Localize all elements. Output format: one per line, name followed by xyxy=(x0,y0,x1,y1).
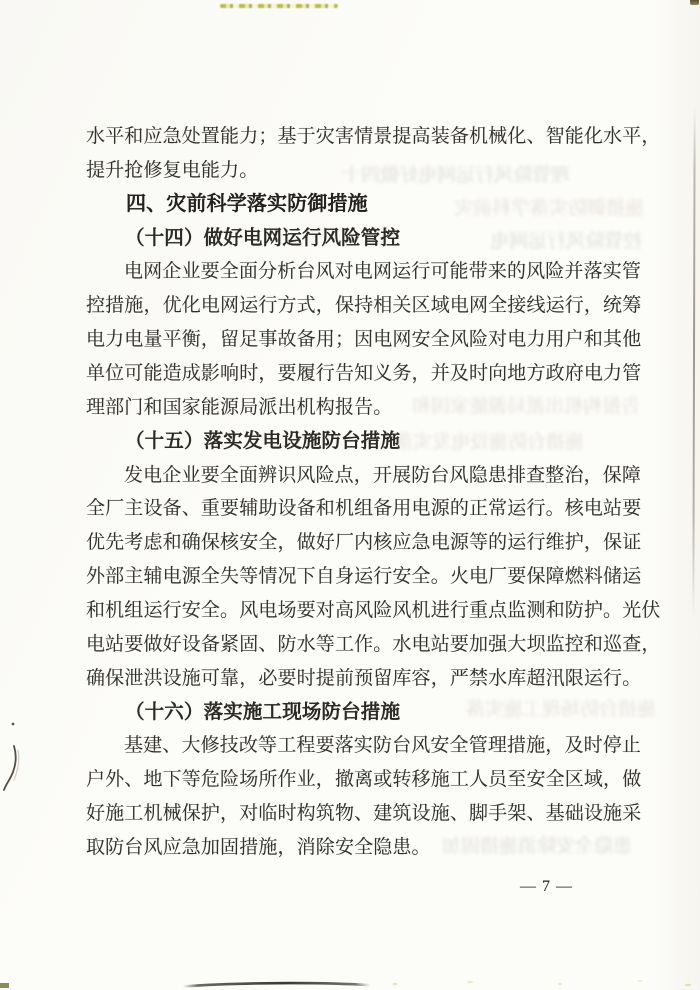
pen-squiggle-artifact xyxy=(0,702,26,802)
text-line-h2: （十五）落实发电设施防台措施 xyxy=(125,430,401,452)
text-line-cont: 控措施，优化电网运行方式，保持相关区域电网全接线运行，统筹 xyxy=(86,295,642,317)
text-line-first: 基建、大修技改等工程要落实防台风安全管理措施，及时停止 xyxy=(124,735,642,757)
page-edge-line xyxy=(692,108,695,616)
text-line-end: 提升抢修复电能力。 xyxy=(86,159,259,181)
page-number: — 7 — xyxy=(520,878,573,895)
corner-mark-artifact xyxy=(690,0,699,5)
text-line-end: 确保泄洪设施可靠，必要时提前预留库容，严禁水库超汛限运行。 xyxy=(86,667,642,689)
ghost-bleed-text: 控管险风行运网电 xyxy=(489,231,642,252)
text-line-first: 发电企业要全面辨识风险点，开展防台风隐患排查整治，保障 xyxy=(124,464,642,486)
text-line-cont: 户外、地下等危险场所作业，撤离或转移施工人员至安全区域，做 xyxy=(86,769,642,791)
ghost-bleed-text: 施措台防施设电发实落 xyxy=(393,432,584,453)
text-line-cont: 单位可能造成影响时，要履行告知义务，并及时向地方政府电力管 xyxy=(86,363,642,385)
text-line-cont: 水平和应急处置能力；基于灾害情景提高装备机械化、智能化水平， xyxy=(86,126,661,147)
ghost-bleed-text: 施措台防场现工施实落 xyxy=(465,699,656,720)
text-line-cont: 电力电量平衡，留足事故备用；因电网安全风险对电力用户和其他 xyxy=(86,329,642,351)
text-line-cont: 好施工机械保护，对临时构筑物、建筑设施、脚手架、基础设施采 xyxy=(86,803,642,825)
text-line-h1: 四、灾前科学落实防御措施 xyxy=(126,192,368,215)
text-line-h2: （十四）做好电网运行风险管控 xyxy=(125,227,401,249)
text-line-h2: （十六）落实施工现场防台措施 xyxy=(125,701,401,723)
ghost-bleed-text: 施措御防实落学科前灾 xyxy=(453,198,644,219)
text-line-cont: 优先考虑和确保核安全，做好厂内核应急电源等的运行维护，保证 xyxy=(86,532,642,554)
yellow-smudge-artifact xyxy=(220,4,338,8)
text-block xyxy=(86,120,661,865)
text-line-cont: 和机组运行安全。风电场要对高风险风机进行重点监测和防护。光伏 xyxy=(86,600,661,622)
ghost-bleed-text: 患隐全安除消施措固加 xyxy=(441,836,632,857)
bottom-edge-shadow xyxy=(0,972,700,990)
text-line-end: 理部门和国家能源局派出机构报告。 xyxy=(86,396,393,418)
text-line-end: 取防台风应急加固措施，消除安全隐患。 xyxy=(86,837,431,859)
text-line-cont: 外部主辅电源全失等情况下自身运行安全。火电厂要保障燃料储运 xyxy=(86,566,642,588)
text-line-cont: 全厂主设备、重要辅助设备和机组备用电源的正常运行。核电站要 xyxy=(86,498,642,520)
ghost-bleed-text: 告报构机出派局源能家国和 xyxy=(411,396,640,417)
text-line-cont: 电站要做好设备紧固、防水等工作。水电站要加强大坝监控和巡查， xyxy=(86,633,661,655)
text-line-first: 电网企业要全面分析台风对电网运行可能带来的风险并落实管 xyxy=(124,261,642,283)
ghost-bleed-text: 理管险风行运网电好做四十 xyxy=(341,165,570,186)
